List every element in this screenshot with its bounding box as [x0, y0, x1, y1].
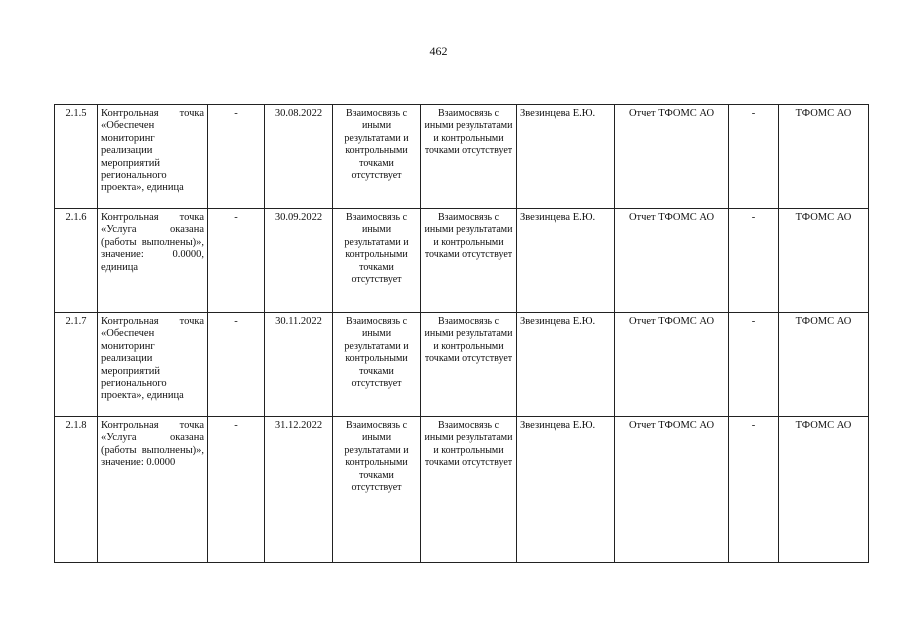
- milestone-name: Контрольная точка «Обеспечен мониторинг реализации мероприятий регионального проекта», единица: [98, 313, 208, 417]
- base-value: -: [208, 209, 265, 313]
- row-number: 2.1.8: [55, 417, 98, 563]
- due-date: 31.12.2022: [265, 417, 333, 563]
- link-next: Взаимосвязь с иными результатами и контрольными точками отсутствует: [421, 313, 517, 417]
- responsible: Звезинцева Е.Ю.: [517, 105, 615, 209]
- milestone-name: Контрольная точка «Обеспечен мониторинг реализации мероприятий регионального проекта», единица: [98, 105, 208, 209]
- base-value: -: [208, 105, 265, 209]
- base-value: -: [208, 313, 265, 417]
- responsible: Звезинцева Е.Ю.: [517, 209, 615, 313]
- milestone-name: Контрольная точка «Услуга оказана (работы выполнены)», значение: 0.0000, единица: [98, 209, 208, 313]
- document: Отчет ТФОМС АО: [615, 105, 729, 209]
- responsible: Звезинцева Е.Ю.: [517, 417, 615, 563]
- document: Отчет ТФОМС АО: [615, 313, 729, 417]
- document: Отчет ТФОМС АО: [615, 417, 729, 563]
- link-next: Взаимосвязь с иными результатами и контрольными точками отсутствует: [421, 105, 517, 209]
- level: -: [729, 105, 779, 209]
- row-number: 2.1.6: [55, 209, 98, 313]
- table-row: [55, 105, 869, 209]
- row-number: 2.1.5: [55, 105, 98, 209]
- link-prev: Взаимосвязь с иными результатами и контрольными точками отсутствует: [333, 417, 421, 563]
- link-next: Взаимосвязь с иными результатами и контрольными точками отсутствует: [421, 209, 517, 313]
- info-system: ТФОМС АО: [779, 105, 869, 209]
- table-row: [55, 313, 869, 417]
- due-date: 30.11.2022: [265, 313, 333, 417]
- level: -: [729, 313, 779, 417]
- info-system: ТФОМС АО: [779, 209, 869, 313]
- milestones-table: [54, 104, 869, 563]
- document: Отчет ТФОМС АО: [615, 209, 729, 313]
- link-prev: Взаимосвязь с иными результатами и контрольными точками отсутствует: [333, 209, 421, 313]
- level: -: [729, 417, 779, 563]
- table-row: [55, 417, 869, 563]
- due-date: 30.08.2022: [265, 105, 333, 209]
- base-value: -: [208, 417, 265, 563]
- responsible: Звезинцева Е.Ю.: [517, 313, 615, 417]
- info-system: ТФОМС АО: [779, 417, 869, 563]
- page-number: 462: [429, 44, 448, 58]
- level: -: [729, 209, 779, 313]
- link-prev: Взаимосвязь с иными результатами и контрольными точками отсутствует: [333, 105, 421, 209]
- link-next: Взаимосвязь с иными результатами и контрольными точками отсутствует: [421, 417, 517, 563]
- milestone-name: Контрольная точка «Услуга оказана (работы выполнены)», значение: 0.0000: [98, 417, 208, 563]
- link-prev: Взаимосвязь с иными результатами и контрольными точками отсутствует: [333, 313, 421, 417]
- row-number: 2.1.7: [55, 313, 98, 417]
- due-date: 30.09.2022: [265, 209, 333, 313]
- info-system: ТФОМС АО: [779, 313, 869, 417]
- table-row: [55, 209, 869, 313]
